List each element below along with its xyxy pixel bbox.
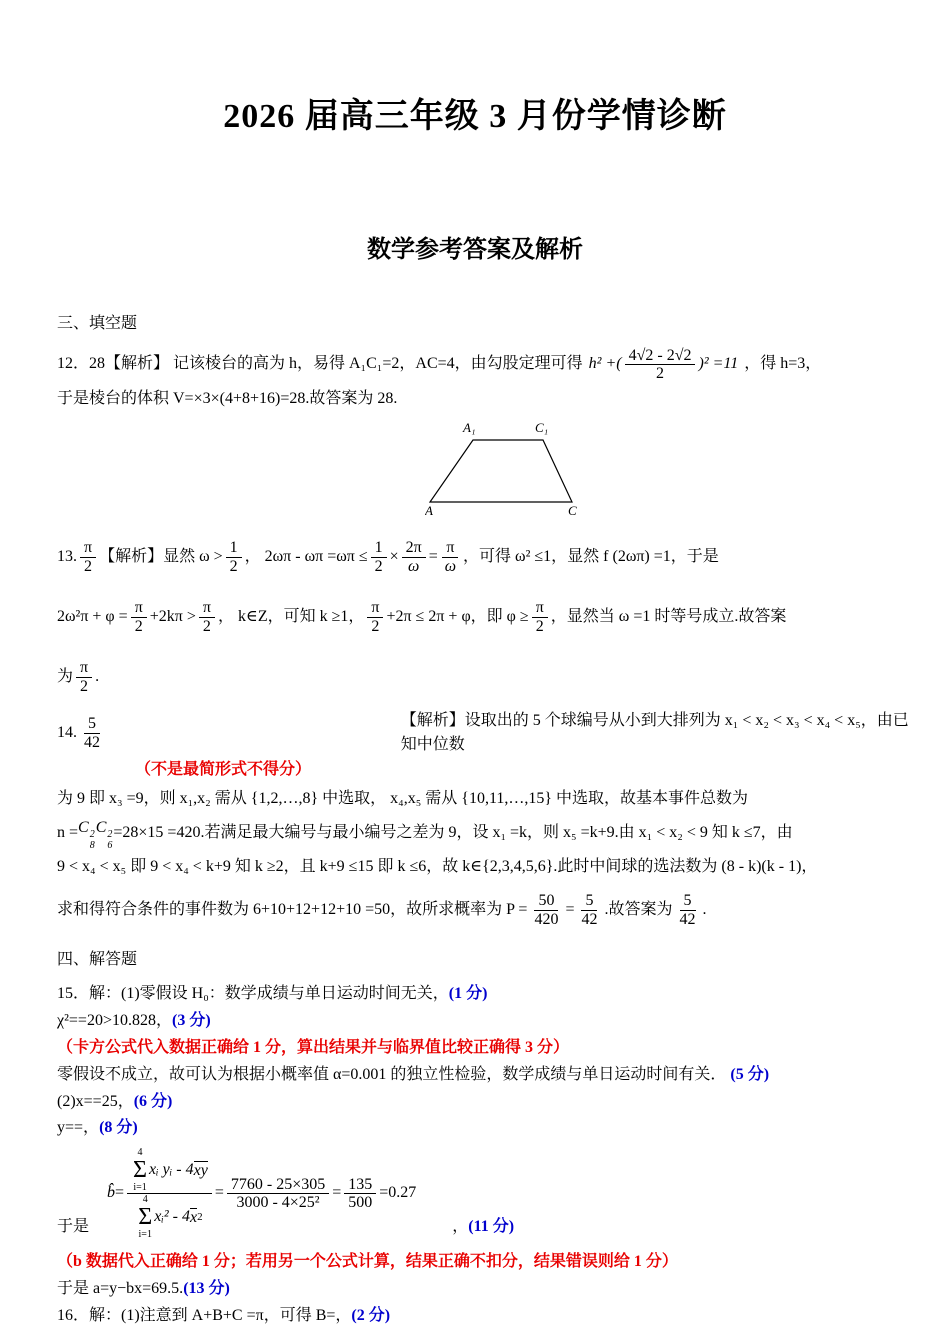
p14-line4: 9 < x₄ < x₅ 即 9 < x₄ < k+9 知 k ≥2，且 k+9 ≤15 即 k ≤6，故 k∈{2,3,4,5,6}.此时中间球的选法数为 (8 - k)(k - 1)， [57, 857, 818, 875]
p13-line1 [57, 529, 910, 587]
p13-text: ， 2ωπ - ωπ =ωπ ≤ [244, 548, 368, 566]
section-heading-fill-blanks: 三、填空题 [57, 315, 138, 332]
p14-red-note: （不是最简形式不得分） [135, 761, 312, 779]
score-badge-2: (2 分) [351, 1306, 391, 1324]
summation: 4 Σ i=1 [133, 1147, 148, 1194]
p15-formula-row [57, 1147, 910, 1240]
fraction: $\frac{50}{420}$ [534, 892, 559, 929]
p15-red-note-1: （卡方公式代入数据正确给 1 分，算出结果并与临界值比较正确得 3 分） [57, 1038, 570, 1056]
score-badge-13: (13 分) [183, 1279, 230, 1297]
p12-line2: 于是棱台的体积 V=×3×(4+8+16)=28.故答案为 28. [57, 389, 398, 407]
p12-formula-pre: h² +( [588, 355, 622, 373]
p16-line1 [57, 1304, 910, 1329]
p14-line5 [57, 882, 910, 940]
fig-label-c: C [568, 502, 577, 516]
p13-text: × [389, 548, 399, 566]
p15-text: (2)x==25， [57, 1092, 134, 1110]
fraction: $\frac{\pi}{2}$ [80, 539, 96, 575]
p14-num: 14. [57, 723, 77, 741]
p15-text: 15．解：(1)零假设 H₀：数学成绩与单日运动时间无关， [57, 985, 449, 1003]
p13-text: . [95, 668, 100, 686]
p14-lead-text: 【解析】设取出的 5 个球编号从小到大排列为 x₁ < x₂ < x₃ < x₄ < x₅，由已知中位数 [400, 711, 909, 754]
p13-text: ，可得 ω² ≤1，显然 f (2ωπ) =1，于是 [463, 548, 719, 566]
p14-line2: 为 9 即 x₃ =9，则 x₁,x₂ 需从 {1,2,…,8} 中选取， x₄,x₅ 需从 {10,11,…,15} 中选取，故基本事件总数为 [57, 789, 749, 807]
p13-text: ，显然当 ω =1 时等号成立.故答案 [550, 608, 787, 626]
p15-text: y==， [57, 1119, 100, 1137]
p14-text: . [702, 901, 707, 919]
score-badge-8: (8 分) [99, 1119, 138, 1137]
p12-line1 [57, 347, 910, 383]
fig-label-a1: A₁ [463, 419, 476, 435]
fraction: $\frac{4√2 - 2√2}{2}$ [625, 347, 696, 383]
p14-line1 [57, 709, 910, 759]
p13-num: 13. [57, 548, 77, 566]
p15-comma: ， [452, 1218, 469, 1236]
p13-text: +2kπ > [149, 608, 196, 626]
fraction: $\frac{135}{500}$ [344, 1176, 376, 1212]
p14-text: .故答案为 [604, 901, 673, 919]
fraction: $\frac{1}{2}$ [226, 539, 242, 575]
fraction: $\frac{\pi}{2}$ [367, 599, 383, 635]
p15-line5 [57, 1116, 910, 1141]
binom-c86-1: C 2 8 [78, 818, 95, 851]
fraction: $\frac{\pi}{2}$ [532, 599, 548, 635]
p12-figure [425, 418, 910, 525]
doc-subtitle: 数学参考答案及解析 [367, 236, 583, 263]
fraction: $\frac{\pi}{2}$ [199, 599, 215, 635]
p15-text: 于是 a=y−bx=69.5. [57, 1279, 184, 1297]
section-heading-solve: 四、解答题 [57, 950, 138, 968]
p13-text: 【解析】显然 ω > [99, 548, 223, 566]
p13-text: 2ω²π + φ = [57, 608, 128, 626]
score-badge-3: (3 分) [171, 1012, 211, 1030]
fraction: $\frac{\pi}{2}$ [76, 659, 92, 695]
fraction: $\frac{1}{2}$ [371, 539, 387, 575]
fig-label-a: A [425, 502, 433, 516]
score-badge-11: (11 分) [468, 1218, 515, 1236]
score-badge-6: (6 分) [133, 1092, 173, 1110]
doc-title: 2026 届高三年级 3 月份学情诊断 [223, 98, 727, 135]
fraction: $\frac{\pi}{\omega}$ [441, 539, 460, 575]
p15-line6 [57, 1277, 910, 1302]
p15-yushi: 于是 [57, 1218, 90, 1236]
fraction: $\frac{7760 - 25\times 305}{\text{3000 - 4×25²}}$ [227, 1176, 329, 1212]
fraction: 4 Σ i=1 xᵢ yᵢ - 4 x y 4 Σ i=1 xᵢ² - 4 x 2 [127, 1147, 212, 1240]
doc-body [57, 312, 910, 1329]
p15-text: 零假设不成立，故可认为根据小概率值 α=0.001 的独立性检验，数学成绩与单日运动时间有关． [57, 1065, 727, 1083]
fraction: $\frac{2\pi}{\omega}$ [402, 539, 426, 575]
p15-line1 [57, 982, 910, 1007]
p14-text: n = [57, 823, 79, 841]
p13-text: ， k∈Z，可知 k ≥1， [217, 608, 365, 626]
trapezoid-diagram [425, 418, 595, 516]
p15-text: χ²==20>10.828， [57, 1012, 172, 1030]
score-badge-5: (5 分) [730, 1065, 770, 1083]
regression-formula: b̂ = 4 Σ i=1 xᵢ yᵢ - 4 x y 4 Σ i=1 xᵢ² - 4 x 2 = $\frac{7760 - 25\times 305}{\text{3000 - 4×25²}}$ = $\frac{135}{500}$ =0.27 [107, 1147, 417, 1241]
p13-text: 为 [57, 668, 74, 686]
fig-label-c1: C₁ [535, 419, 549, 435]
summation: 4 Σ i=1 [138, 1194, 153, 1241]
binom-c62: C 2 6 [95, 818, 113, 851]
score-badge-1: (1 分) [448, 985, 488, 1003]
p15-line2 [57, 1009, 910, 1034]
p12-lead-text: 12．28【解析】 记该棱台的高为 h，易得 A₁C₁=2，AC=4，由勾股定理可得 [57, 355, 583, 373]
p15-line4 [57, 1090, 910, 1115]
p15-line3 [57, 1063, 910, 1088]
p13-text: = [428, 548, 438, 566]
p13-line2 [57, 589, 910, 647]
fraction: $\frac{5}{42}$ [581, 892, 598, 929]
p14-text: =28×15 =420.若满足最大编号与最小编号之差为 9，设 x₁ =k，则 x₅ =k+9.由 x₁ < x₂ < 9 知 k ≤7，由 [113, 823, 793, 841]
p12-formula [589, 347, 739, 383]
fraction: $\frac{\pi}{2}$ [131, 599, 147, 635]
fraction: $\frac{5}{42}$ [679, 892, 696, 929]
p16-text: 16．解：(1)注意到 A+B+C =π，可得 B=， [57, 1306, 352, 1324]
p12-tail-text: ，得 h=3， [744, 355, 822, 373]
p14-text: 求和得符合条件的事件数为 6+10+12+12+10 =50，故所求概率为 P = [57, 901, 528, 919]
p14-text: = [565, 901, 575, 919]
p14-line3 [57, 816, 910, 851]
fraction: $\frac{5}{42}$ [84, 715, 100, 751]
p15-red-note-2: （b 数据代入正确给 1 分；若用另一个公式计算，结果正确不扣分，结果错误则给 1 分） [57, 1253, 678, 1271]
p13-line3 [57, 649, 910, 707]
p12-formula-post: )² =11 [698, 355, 739, 373]
p13-text: +2π ≤ 2π + φ，即 φ ≥ [386, 608, 529, 626]
